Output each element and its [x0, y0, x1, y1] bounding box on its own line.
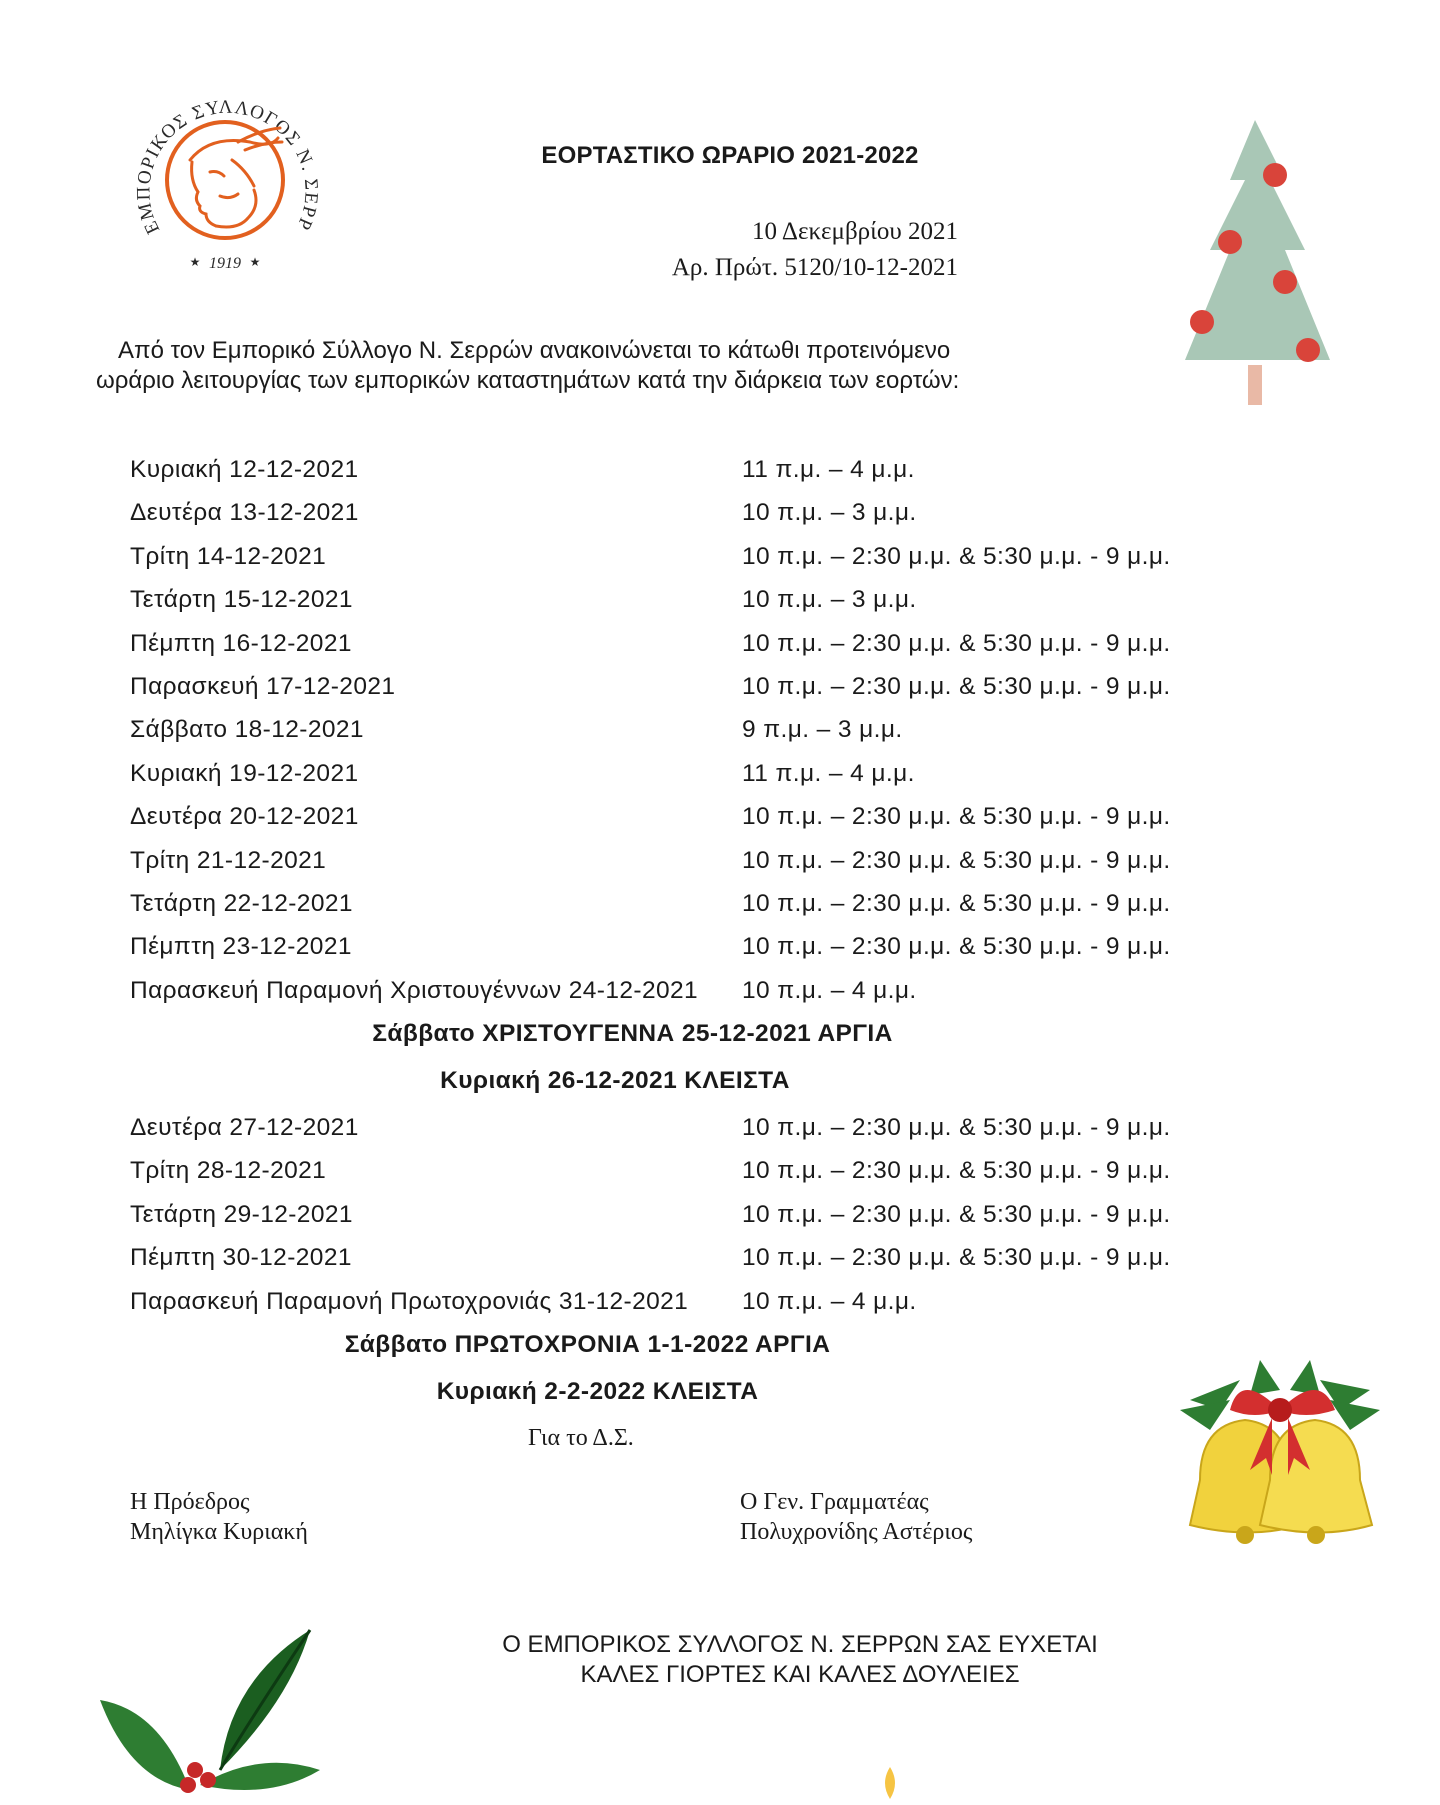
schedule-row	[130, 1288, 1230, 1331]
schedule-row	[130, 586, 1230, 629]
board-line: Για το Δ.Σ.	[528, 1425, 634, 1451]
schedule-day: Δευτέρα 13-12-2021	[130, 499, 359, 527]
schedule-hours: 10 π.μ. – 2:30 μ.μ. & 5:30 μ.μ. - 9 μ.μ.	[742, 1157, 1171, 1185]
schedule-hours: 10 π.μ. – 2:30 μ.μ. & 5:30 μ.μ. - 9 μ.μ.	[742, 1244, 1171, 1272]
schedule-hours: 10 π.μ. – 2:30 μ.μ. & 5:30 μ.μ. - 9 μ.μ.	[742, 629, 1171, 657]
schedule-day: Κυριακή 19-12-2021	[130, 759, 359, 787]
schedule-day: Δευτέρα 27-12-2021	[130, 1114, 359, 1142]
schedule-day: Πέμπτη 30-12-2021	[130, 1244, 352, 1272]
schedule-day: Τρίτη 14-12-2021	[130, 542, 327, 570]
schedule-row	[130, 933, 1230, 976]
schedule-day: Κυριακή 12-12-2021	[130, 456, 359, 483]
schedule-day: Τετάρτη 15-12-2021	[130, 586, 353, 614]
schedule-hours: 10 π.μ. – 2:30 μ.μ. & 5:30 μ.μ. - 9 μ.μ.	[742, 933, 1171, 961]
schedule-hours: 10 π.μ. – 4 μ.μ.	[742, 1287, 917, 1315]
association-logo	[120, 80, 330, 290]
intro-line-1: Από τον Εμπορικό Σύλλογο Ν. Σερρών ανακοινώνεται το κάτωθι προτεινόμενο	[118, 337, 951, 364]
schedule-row	[130, 673, 1230, 716]
schedule-row	[130, 847, 1230, 890]
closed-notice-2-2: Κυριακή 2-2-2022 ΚΛΕΙΣΤΑ	[436, 1378, 759, 1406]
schedule-row	[130, 499, 1230, 542]
svg-text:★: ★	[249, 255, 261, 269]
schedule-hours: 10 π.μ. – 2:30 μ.μ. & 5:30 μ.μ. - 9 μ.μ.	[742, 889, 1171, 917]
schedule-day: Τετάρτη 29-12-2021	[130, 1200, 353, 1228]
schedule-day: Τρίτη 28-12-2021	[130, 1157, 327, 1185]
schedule-day: Παρασκευή Παραμονή Πρωτοχρονιάς 31-12-2021	[130, 1287, 689, 1315]
schedule-day: Τρίτη 21-12-2021	[130, 846, 327, 874]
secretary-role: Ο Γεν. Γραμματέας	[740, 1489, 929, 1515]
schedule-hours: 10 π.μ. – 2:30 μ.μ. & 5:30 μ.μ. - 9 μ.μ.	[742, 542, 1171, 570]
schedule-hours: 10 π.μ. – 4 μ.μ.	[742, 976, 917, 1004]
secretary-name: Πολυχρονίδης Αστέριος	[740, 1519, 973, 1545]
intro-paragraph	[96, 336, 1136, 396]
closed-notice-26-12: Κυριακή 26-12-2021 ΚΛΕΙΣΤΑ	[440, 1067, 790, 1095]
holiday-notice-new-year: Σάββατο ΠΡΩΤΟΧΡΟΝΙΑ 1-1-2022 ΑΡΓΙΑ	[344, 1331, 831, 1359]
signature-president	[130, 1487, 308, 1547]
schedule-day: Δευτέρα 20-12-2021	[130, 803, 359, 831]
schedule-row	[130, 543, 1230, 586]
schedule-hours: 10 π.μ. – 2:30 μ.μ. & 5:30 μ.μ. - 9 μ.μ.	[742, 803, 1171, 831]
schedule-day: Παρασκευή 17-12-2021	[130, 672, 396, 700]
schedule-hours: 10 π.μ. – 2:30 μ.μ. & 5:30 μ.μ. - 9 μ.μ.	[742, 672, 1171, 700]
schedule-hours: 10 π.μ. – 3 μ.μ.	[742, 586, 917, 614]
schedule-hours: 10 π.μ. – 2:30 μ.μ. & 5:30 μ.μ. - 9 μ.μ.	[742, 1114, 1171, 1142]
date-block	[672, 214, 958, 286]
schedule-day: Πέμπτη 23-12-2021	[130, 933, 352, 961]
schedule-row	[130, 760, 1230, 803]
schedule-row	[130, 1114, 1230, 1157]
schedule-day: Παρασκευή Παραμονή Χριστουγέννων 24-12-2021	[130, 976, 699, 1004]
president-role: Η Πρόεδρος	[130, 1489, 250, 1515]
president-name: Μηλίγκα Κυριακή	[130, 1519, 308, 1545]
schedule-row	[130, 1157, 1230, 1200]
schedule-hours: 10 π.μ. – 2:30 μ.μ. & 5:30 μ.μ. - 9 μ.μ.	[742, 1200, 1171, 1228]
schedule-hours: 9 π.μ. – 3 μ.μ.	[742, 716, 903, 744]
schedule-row	[130, 456, 1230, 499]
schedule-row	[130, 1201, 1230, 1244]
document-date: 10 Δεκεμβρίου 2021	[752, 218, 958, 245]
holly-icon	[80, 1620, 340, 1800]
schedule-day: Σάββατο 18-12-2021	[130, 716, 364, 744]
closing-wishes	[440, 1630, 1160, 1690]
schedule-row	[130, 803, 1230, 846]
schedule-row	[130, 716, 1230, 759]
christmas-bells-icon	[1160, 1340, 1400, 1590]
schedule-hours: 11 π.μ. – 4 μ.μ.	[742, 456, 915, 483]
closing-line-2: ΚΑΛΕΣ ΓΙΟΡΤΕΣ ΚΑΙ ΚΑΛΕΣ ΔΟΥΛΕΙΕΣ	[580, 1661, 1020, 1688]
schedule-row	[130, 1244, 1230, 1287]
schedule-row	[130, 630, 1230, 673]
protocol-number: Αρ. Πρώτ. 5120/10-12-2021	[671, 254, 958, 281]
schedule-day: Τετάρτη 22-12-2021	[130, 889, 353, 917]
schedule-row	[130, 890, 1230, 933]
holiday-notice-christmas: Σάββατο ΧΡΙΣΤΟΥΓΕΝΝΑ 25-12-2021 ΑΡΓΙΑ	[372, 1020, 893, 1048]
closing-line-1: Ο ΕΜΠΟΡΙΚΟΣ ΣΥΛΛΟΓΟΣ Ν. ΣΕΡΡΩΝ ΣΑΣ ΕΥΧΕΤΑΙ	[502, 1631, 1098, 1658]
candle-icon	[870, 1765, 910, 1800]
document-title: ΕΟΡΤΑΣΤΙΚΟ ΩΡΑΡΙΟ 2021-2022	[541, 142, 919, 169]
schedule-hours: 11 π.μ. – 4 μ.μ.	[742, 759, 915, 787]
svg-text:ΕΜΠΟΡΙΚΟΣ ΣΥΛΛΟΓΟΣ Ν. ΣΕΡΡΩΝ	[120, 80, 322, 237]
christmas-tree-icon	[1160, 110, 1360, 410]
svg-text:★: ★	[189, 255, 201, 269]
schedule-row	[130, 977, 1230, 1020]
intro-line-2: ωράριο λειτουργίας των εμπορικών καταστημάτων κατά την διάρκεια των εορτών:	[96, 367, 960, 394]
signature-secretary	[740, 1487, 972, 1547]
schedule-list	[130, 456, 1230, 1425]
schedule-hours: 10 π.μ. – 3 μ.μ.	[742, 499, 917, 527]
schedule-hours: 10 π.μ. – 2:30 μ.μ. & 5:30 μ.μ. - 9 μ.μ.	[742, 846, 1171, 874]
schedule-day: Πέμπτη 16-12-2021	[130, 629, 352, 657]
logo-year: 1919	[209, 255, 241, 272]
logo-ring-text: ΕΜΠΟΡΙΚΟΣ ΣΥΛΛΟΓΟΣ Ν. ΣΕΡΡ	[133, 96, 322, 238]
